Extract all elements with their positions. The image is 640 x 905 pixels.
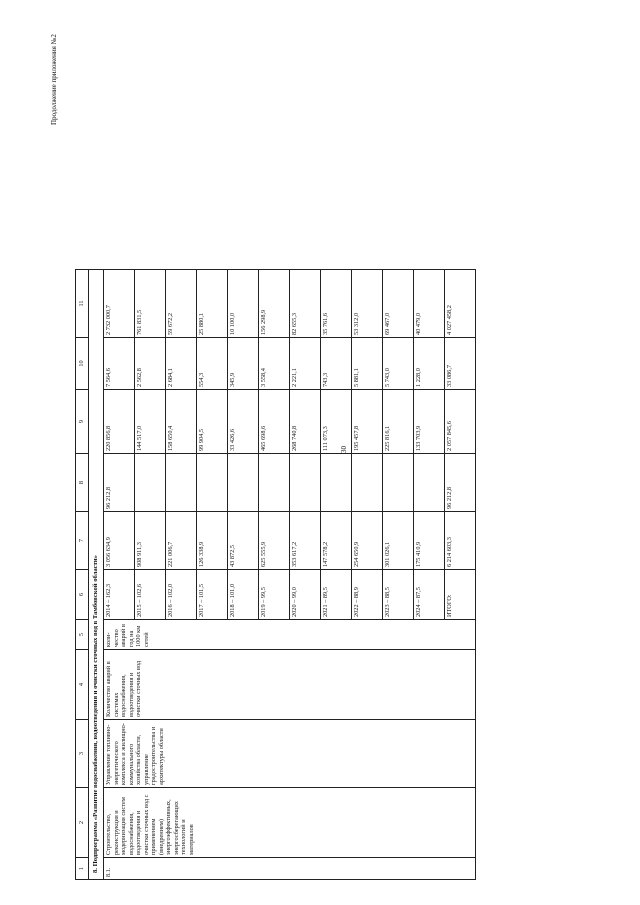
regional-funding: 99 904,5 [197,390,228,454]
federal-funding [321,454,352,512]
local-funding: 3 558,4 [259,338,290,390]
total-funding: 221 006,7 [166,512,197,570]
total-funding: 126 338,9 [197,512,228,570]
other-funding: 53 312,0 [352,270,383,338]
indicator-cell: Количество аварий в системах водоснабжения, водоотведения и очистки сточных вод [104,650,476,720]
year-value: 2017 – 101,5 [197,570,228,620]
year-value: 2018 – 101,0 [228,570,259,620]
unit-cell: коли-чество аварий в год на 1000 км сетей [104,620,476,650]
year-value: 2014 – 162,3 [104,570,135,620]
other-funding: 35 761,6 [321,270,352,338]
other-funding: 69 467,0 [383,270,414,338]
year-value: 2023 – 88,5 [383,570,414,620]
section-title-row [89,270,104,880]
total-funding: 175 410,9 [414,512,445,570]
column-number: 8 [76,454,89,512]
regional-funding: 225 816,1 [383,390,414,454]
subprogram-table-rotated [75,270,453,880]
table-row [104,270,135,880]
total-funding: 353 617,2 [290,512,321,570]
other-funding: 761 831,5 [135,270,166,338]
regional-funding: 158 650,4 [166,390,197,454]
column-number: 11 [76,270,89,338]
local-funding: 33 086,7 [445,338,476,390]
year-value: 2019 – 99,5 [259,570,290,620]
page-number: 30 [340,446,348,453]
other-funding: 10 100,0 [228,270,259,338]
total-funding: 625 555,9 [259,512,290,570]
regional-funding: 2 057 845,6 [445,390,476,454]
regional-funding: 133 703,9 [414,390,445,454]
local-funding: 2 562,8 [135,338,166,390]
local-funding: 5 881,1 [352,338,383,390]
page-note: Продолжение приложения №2 [50,34,58,125]
local-funding: 7 564,6 [104,338,135,390]
section-title: 8. Подпрограмма «Развитие водоснабжения, водоотведения и очистки сточных вод в Тамбовской области» [89,270,104,880]
executor-cell: Управление топливно-энергетического комплекса и жилищно-коммунального хозяйства области, управление градостроительства и архитектуры области [104,720,476,788]
column-number: 2 [76,788,89,858]
federal-funding [228,454,259,512]
federal-funding [259,454,290,512]
local-funding: 743,3 [321,338,352,390]
federal-funding: 96 212,8 [104,454,135,512]
year-value: 2015 – 102,6 [135,570,166,620]
federal-funding [352,454,383,512]
column-number: 4 [76,650,89,720]
local-funding: 1 228,0 [414,338,445,390]
total-funding: 147 578,2 [321,512,352,570]
year-value: 2016 – 102,0 [166,570,197,620]
other-funding: 82 655,3 [290,270,321,338]
regional-funding: 465 698,6 [259,390,290,454]
local-funding: 2 221,1 [290,338,321,390]
regional-funding: 33 426,6 [228,390,259,454]
total-funding: 43 872,5 [228,512,259,570]
subprogram-table [75,269,476,880]
federal-funding [135,454,166,512]
column-number: 7 [76,512,89,570]
total-label: ИТОГО: [445,570,476,620]
local-funding: 5 743,0 [383,338,414,390]
year-value: 2022 – 88,9 [352,570,383,620]
other-funding: 156 298,9 [259,270,290,338]
local-funding: 345,9 [228,338,259,390]
federal-funding: 96 212,8 [445,454,476,512]
federal-funding [383,454,414,512]
federal-funding [166,454,197,512]
total-funding: 254 650,9 [352,512,383,570]
federal-funding [197,454,228,512]
federal-funding [414,454,445,512]
column-number-row [76,270,89,880]
column-number: 10 [76,338,89,390]
other-funding: 40 479,0 [414,270,445,338]
year-value: 2024 – 87,5 [414,570,445,620]
column-number: 1 [76,858,89,880]
column-number: 6 [76,570,89,620]
column-number: 3 [76,720,89,788]
total-funding: 301 026,1 [383,512,414,570]
local-funding: 2 684,1 [166,338,197,390]
measure-cell: Строительство, реконструкция и модернизация систем водоснабжения, водоотведения и очистки сточных вод с применением (внедрением) энергоэффективных, энергосберегающих технологий и материалов [104,788,476,858]
other-funding: 25 880,1 [197,270,228,338]
regional-funding: 268 740,8 [290,390,321,454]
local-funding: 554,3 [197,338,228,390]
column-number: 5 [76,620,89,650]
year-value: 2021 – 89,5 [321,570,352,620]
total-funding: 6 214 603,3 [445,512,476,570]
column-number: 9 [76,390,89,454]
year-value: 2020 – 99,0 [290,570,321,620]
other-funding: 4 027 458,2 [445,270,476,338]
total-funding: 908 911,3 [135,512,166,570]
federal-funding [290,454,321,512]
other-funding: 2 732 000,7 [104,270,135,338]
regional-funding: 220 856,8 [104,390,135,454]
regional-funding: 111 073,3 [321,390,352,454]
regional-funding: 195 457,8 [352,390,383,454]
row-number: 8.1. [104,858,476,880]
regional-funding: 144 517,0 [135,390,166,454]
other-funding: 59 672,2 [166,270,197,338]
total-funding: 3 056 634,9 [104,512,135,570]
